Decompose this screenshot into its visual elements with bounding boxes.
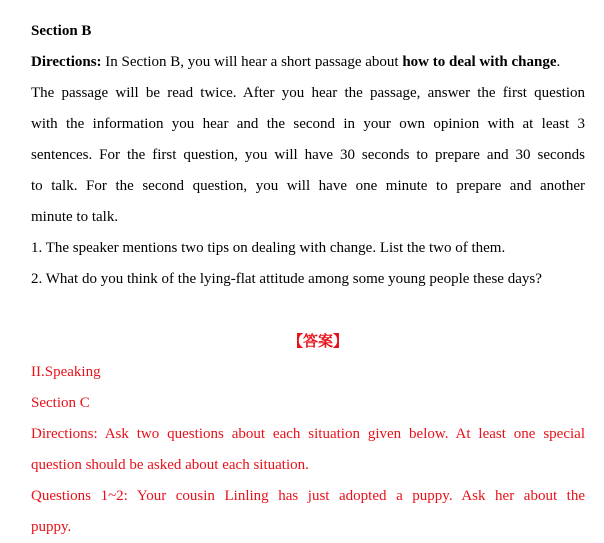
directions-line: with the information you hear and the second in your own opinion with at least 3	[31, 116, 585, 132]
answer-title: 【答案】	[287, 332, 348, 350]
answer-part: II.Speaking	[31, 364, 101, 380]
section-b-heading: Section B	[31, 23, 92, 39]
directions-line: minute to talk.	[31, 209, 119, 225]
document-page	[31, 16, 585, 543]
directions-text-before: In Section B, you will hear a short passage about	[101, 54, 403, 70]
question-1: 1. The speaker mentions two tips on dealing with change. List the two of them.	[31, 240, 506, 256]
directions-line: to talk. For the second question, you will have one minute to prepare and another	[31, 178, 585, 194]
answer-directions-line: question should be asked about each situation.	[31, 457, 309, 473]
directions-topic: how to deal with change	[402, 54, 557, 70]
directions-first-line	[31, 47, 585, 78]
spacer	[31, 295, 585, 326]
directions-line: sentences. For the first question, you will have 30 seconds to prepare and 30 seconds	[31, 147, 585, 163]
answer-questions-line: puppy.	[31, 519, 72, 535]
answer-directions-line: Directions: Ask two questions about each situation given below. At least one special	[31, 426, 585, 442]
directions-label: Directions:	[31, 54, 102, 70]
answer-section: Section C	[31, 395, 90, 411]
answer-title-row	[31, 326, 585, 357]
answer-questions-line: Questions 1~2: Your cousin Linling has just adopted a puppy. Ask her about the	[31, 488, 585, 504]
directions-line: The passage will be read twice. After you hear the passage, answer the first question	[31, 85, 585, 101]
question-2: 2. What do you think of the lying-flat attitude among some young people these days?	[31, 271, 542, 287]
directions-text-after: .	[556, 54, 561, 70]
